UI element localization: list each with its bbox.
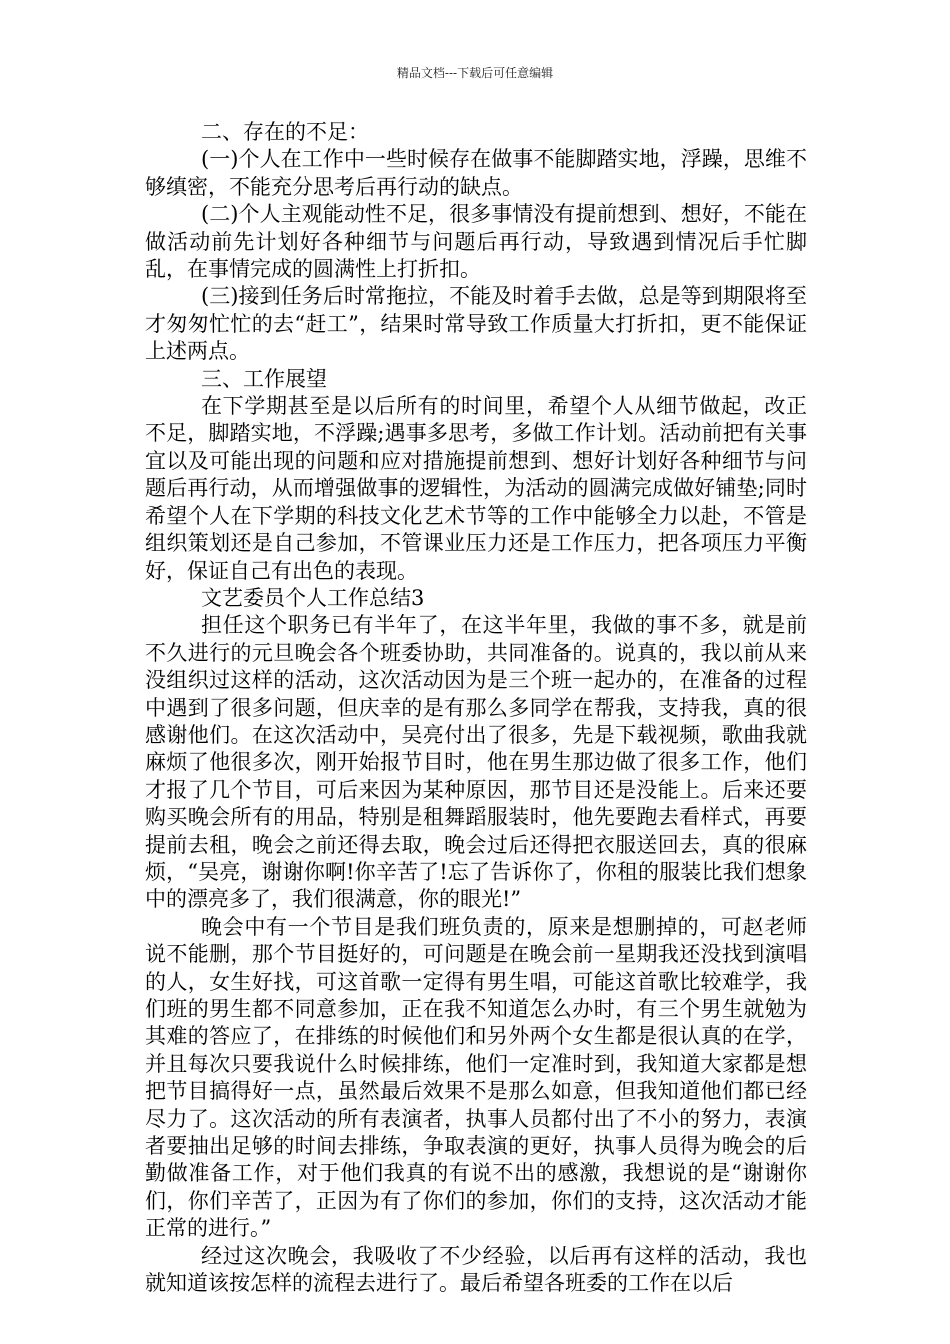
body-paragraph: 担任这个职务已有半年了，在这半年里，我做的事不多，就是前不久进行的元旦晚会各个班委协助，共同准备的。说真的，我以前从来没组织过这样的活动，这次活动因为是三个班一起办的，在准备的过程中遇到了很多问题，但庆幸的是有那么多同学在帮我，支持我，真的很感谢他们。在这次活动中，吴亮付出了很多，先是下载视频，歌曲我就麻烦了他很多次，刚开始报节目时，他在男生那边做了很多工作，他们才报了几个节目，可后来因为某种原因，那节目还是没能上。后来还要购买晚会所有的用品，特别是租舞蹈服装时，他先要跑去看样式，再要提前去租，晚会之前还得去取，晚会过后还得把衣服送回去，真的很麻烦，“吴亮，谢谢你啊!你辛苦了!忘了告诉你了，你租的服装比我们想象中的漂亮多了，我们很满意，你的眼光!”	[145, 613, 807, 912]
body-paragraph: 在下学期甚至是以后所有的时间里，希望个人从细节做起，改正不足，脚踏实地，不浮躁;遇事多思考，多做工作计划。活动前把有关事宜以及可能出现的问题和应对措施提前想到、想好计划好各种细节与问题后再行动，从而增强做事的逻辑性，为活动的圆满完成做好铺垫;同时希望个人在下学期的科技文化艺术节等的工作中能够全力以赴，不管是组织策划还是自己参加，不管课业压力还是工作压力，把各项压力平衡好，保证自己有出色的表现。	[145, 394, 807, 583]
section-heading-shortcomings: 二、存在的不足：	[201, 120, 369, 144]
body-paragraph: (二)个人主观能动性不足，很多事情没有提前想到、想好，不能在做活动前先计划好各种细节与问题后再行动，导致遇到情况后手忙脚乱，在事情完成的圆满性上打折扣。	[145, 202, 807, 282]
page-header: 精品文档---下载后可任意编辑	[396, 66, 554, 80]
section-heading-outlook: 三、工作展望	[201, 366, 327, 391]
document-body	[145, 119, 807, 1297]
body-paragraph: 经过这次晚会，我吸收了不少经验，以后再有这样的活动，我也就知道该按怎样的流程去进行了。最后希望各班委的工作在以后	[145, 1243, 807, 1296]
body-paragraph: (三)接到任务后时常拖拉，不能及时着手去做，总是等到期限将至才匆匆忙忙的去“赶工”，结果时常导致工作质量大打折扣，更不能保证上述两点。	[145, 284, 807, 364]
document-title: 文艺委员个人工作总结3	[201, 585, 425, 610]
body-paragraph: 晚会中有一个节目是我们班负责的，原来是想删掉的，可赵老师说不能删，那个节目挺好的，可问题是在晚会前一星期我还没找到演唱的人，女生好找，可这首歌一定得有男生唱，可能这首歌比较难学，我们班的男生都不同意参加，正在我不知道怎么办时，有三个男生就勉为其难的答应了，在排练的时候他们和另外两个女生都是很认真的在学，并且每次只要我说什么时候排练，他们一定准时到，我知道大家都是想把节目搞得好一点，虽然最后效果不是那么如意，但我知道他们都已经尽力了。这次活动的所有表演者，执事人员都付出了不小的努力，表演者要抽出足够的时间去排练，争取表演的更好，执事人员得为晚会的后勤做准备工作，对于他们我真的有说不出的感激，我想说的是“谢谢你们，你们辛苦了，正因为有了你们的参加，你们的支持，这次活动才能正常的进行。”	[145, 914, 807, 1241]
body-paragraph: (一)个人在工作中一些时候存在做事不能脚踏实地，浮躁，思维不够缜密，不能充分思考后再行动的缺点。	[145, 147, 807, 199]
